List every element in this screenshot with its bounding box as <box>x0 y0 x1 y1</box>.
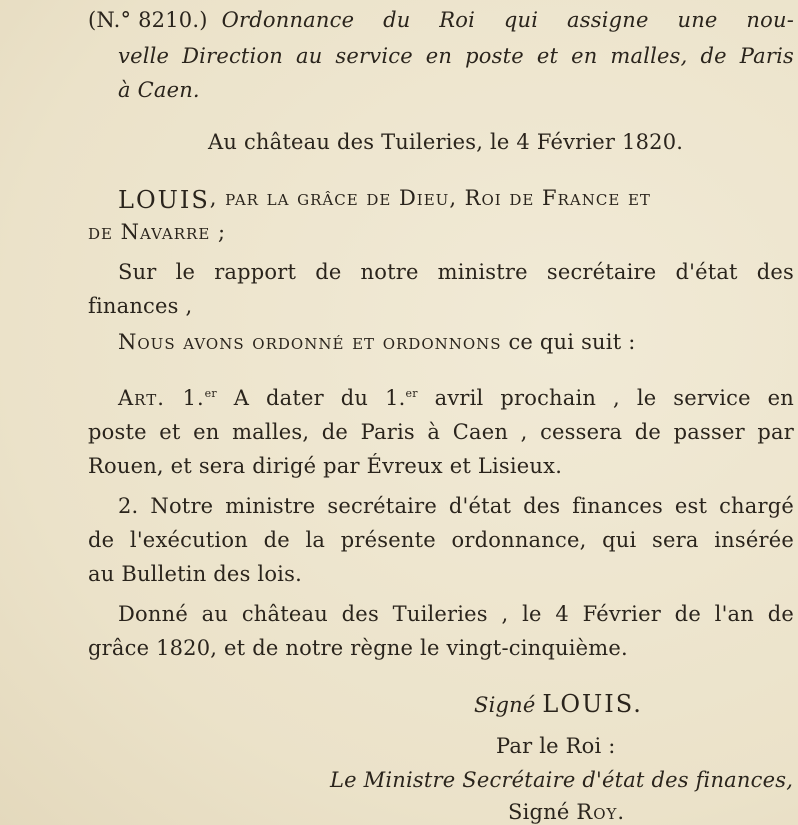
order-caps: Nous avons ordonné et ordonnons <box>118 330 502 354</box>
preamble-titles: , par la grâce de Dieu, Roi de France et <box>209 186 651 210</box>
article-1-label-sup: er <box>204 387 217 400</box>
signature-king-name: LOUIS. <box>542 690 643 718</box>
article-1-text-b: avril prochain , le service en <box>417 386 794 410</box>
signature-king <box>474 690 643 718</box>
given-line-2: grâce 1820, et de notre règne le vingt-cinquième. <box>88 636 628 660</box>
report-line-1: Sur le rapport de notre ministre secrétaire d'état des <box>118 260 794 284</box>
dateline: Au château des Tuileries, le 4 Février 1820. <box>208 130 684 154</box>
ordinance-title-line-1 <box>88 8 794 32</box>
given-line-1: Donné au château des Tuileries , le 4 Février de l'an de <box>118 602 794 626</box>
signe-label: Signé <box>474 693 536 717</box>
report-line-2: finances , <box>88 294 193 318</box>
signe-label-2: Signé <box>508 800 570 824</box>
minister-title: Le Ministre Secrétaire d'état des finances, <box>330 768 794 792</box>
minister-name: Roy. <box>576 800 626 824</box>
ordinance-title-line-2: velle Direction au service en poste et en malles, de Paris <box>118 44 794 68</box>
order-rest: ce qui suit : <box>501 330 636 354</box>
order-line <box>118 330 636 354</box>
par-le-roi: Par le Roi : <box>496 734 616 758</box>
article-1-line-1 <box>118 386 794 410</box>
ordinance-title-line-3: à Caen. <box>118 78 200 102</box>
article-1-label: Art. 1. <box>118 386 205 410</box>
article-1-date-sup: er <box>405 387 418 400</box>
article-1-line-2: poste et en malles, de Paris à Caen , cessera de passer par <box>88 420 794 444</box>
article-1-line-3: Rouen, et sera dirigé par Évreux et Lisieux. <box>88 454 563 478</box>
ordinance-number: (N.° 8210.) <box>88 8 208 32</box>
article-1-text-a: A dater du 1. <box>216 386 406 410</box>
preamble-line-1 <box>118 186 794 214</box>
king-name: LOUIS <box>118 186 210 214</box>
article-2-line-3: au Bulletin des lois. <box>88 562 302 586</box>
ordinance-title-part-1: Ordonnance du Roi qui assigne une nou- <box>221 8 794 32</box>
signature-minister <box>508 800 625 824</box>
article-2-line-1: 2. Notre ministre secrétaire d'état des finances est chargé <box>118 494 794 518</box>
preamble-line-2: de Navarre ; <box>88 220 227 244</box>
article-2-line-2: de l'exécution de la présente ordonnance, qui sera insérée <box>88 528 794 552</box>
